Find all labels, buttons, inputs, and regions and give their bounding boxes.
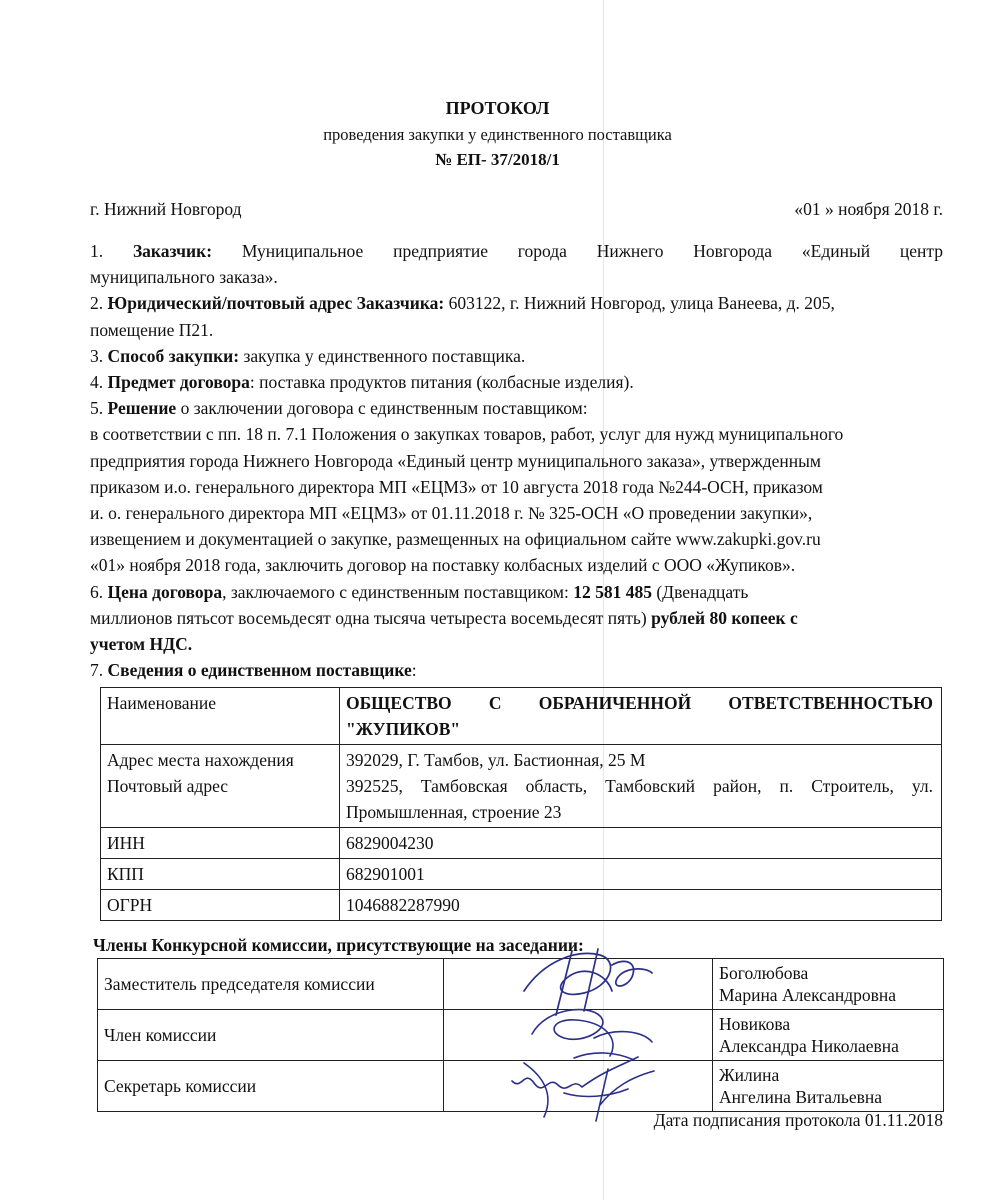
protocol-number: № ЕП- 37/2018/1 — [435, 150, 560, 169]
item-2-line-1 — [90, 290, 943, 316]
member-role: Заместитель председателя комиссии — [98, 959, 444, 1010]
item-6-line-1 — [90, 579, 943, 605]
member-surname: Жилина — [719, 1065, 780, 1085]
item-5 — [90, 395, 943, 421]
item-text: : поставка продуктов питания (колбасные изделия). — [249, 372, 634, 393]
item-number: 2. — [90, 293, 104, 314]
item-5-decision-line: предприятия города Нижнего Новгорода «Единый центр муниципального заказа», утвержденным — [90, 450, 821, 471]
document-subtitle: проведения закупки у единственного поставщика — [323, 125, 672, 144]
item-1-line-1 — [90, 238, 943, 264]
ogrn-value: 1046882287990 — [340, 890, 942, 921]
supplier-name-line: ОБЩЕСТВО С ОБРАНИЧЕННОЙ ОТВЕТСТВЕННОСТЬЮ — [346, 693, 933, 713]
item-label: Юридический/почтовый адрес Заказчика: — [107, 293, 445, 314]
item-text: закупка у единственного поставщика. — [243, 345, 526, 366]
item-label: Заказчик: — [132, 241, 213, 261]
item-label: Цена договора — [107, 581, 223, 602]
city: г. Нижний Новгород — [90, 199, 242, 219]
ogrn-label: ОГРН — [101, 890, 340, 921]
signing-date: Дата подписания протокола 01.11.2018 — [653, 1110, 943, 1130]
protocol-date: «01 » ноября 2018 г. — [794, 199, 943, 219]
table-row — [101, 688, 942, 745]
amount-kopecks: рублей 80 копеек с — [651, 607, 798, 628]
member-name — [713, 1061, 944, 1112]
member-given-name: Марина Александровна — [719, 985, 897, 1005]
supplier-name-line: "ЖУПИКОВ" — [346, 719, 461, 739]
item-text: : — [411, 660, 417, 681]
item-text: о заключении договора с единственным поставщиком: — [180, 398, 588, 419]
member-role: Секретарь комиссии — [98, 1061, 444, 1112]
kpp-value: 682901001 — [340, 859, 942, 890]
item-number: 3. — [90, 345, 104, 366]
commission-table — [97, 958, 944, 1112]
postal-address-line: 392525, Тамбовская область, Тамбовский район, п. Строитель, ул. — [346, 776, 933, 796]
member-given-name: Ангелина Витальевна — [719, 1087, 883, 1107]
item-label: Сведения о единственном поставщике — [107, 660, 412, 681]
member-given-name: Александра Николаевна — [719, 1036, 899, 1056]
document-title: ПРОТОКОЛ — [445, 98, 550, 118]
item-number: 5. — [90, 398, 104, 419]
name-label: Наименование — [101, 688, 340, 745]
postal-label: Почтовый адрес — [107, 776, 229, 796]
table-row — [98, 1061, 944, 1112]
item-5-decision-line: и. о. генерального директора МП «ЕЦМЗ» от 01.11.2018 г. № 325-ОСН «О проведении закупки», — [90, 503, 813, 524]
item-6-line-3: учетом НДС. — [90, 634, 193, 655]
item-7 — [90, 657, 943, 683]
item-label: Решение — [107, 398, 177, 419]
item-2-line-2: помещение П21. — [90, 319, 214, 340]
item-label: Предмет договора — [107, 372, 250, 393]
table-row — [101, 890, 942, 921]
member-surname: Боголюбова — [719, 963, 809, 983]
item-number: 7. — [90, 660, 104, 681]
item-text: 603122, г. Нижний Новгород, улица Ванеева, д. 205, — [448, 293, 835, 314]
member-surname: Новикова — [719, 1014, 791, 1034]
address-labels — [101, 745, 340, 828]
supplier-name — [340, 688, 942, 745]
item-1-line-2: муниципального заказа». — [90, 267, 278, 288]
inn-label: ИНН — [101, 828, 340, 859]
item-label: Способ закупки: — [107, 345, 240, 366]
item-text: , заключаемого с единственным поставщиком: — [222, 581, 569, 602]
supplier-addresses — [340, 745, 942, 828]
member-role: Член комиссии — [98, 1010, 444, 1061]
inn-value: 6829004230 — [340, 828, 942, 859]
item-number: 6. — [90, 581, 104, 602]
supplier-table — [100, 687, 942, 921]
item-5-decision-line: в соответствии с пп. 18 п. 7.1 Положения о закупках товаров, работ, услуг для нужд муниципального — [90, 424, 844, 445]
commission-heading: Члены Конкурсной комиссии, присутствующие на заседании: — [93, 935, 584, 955]
item-number: 1. — [90, 241, 104, 261]
supplier-address: 392029, Г. Тамбов, ул. Бастионная, 25 М — [346, 750, 646, 770]
item-number: 4. — [90, 372, 104, 393]
item-text: Муниципальное предприятие города Нижнего Новгорода «Единый центр — [241, 241, 944, 261]
protocol-body — [90, 238, 943, 683]
item-5-decision-line: извещением и документацией о закупке, размещенных на официальном сайте www.zakupki.gov.ru — [90, 529, 821, 550]
table-row — [101, 859, 942, 890]
signature-cell — [444, 1061, 713, 1112]
item-4 — [90, 369, 943, 395]
member-name — [713, 1010, 944, 1061]
table-row — [101, 828, 942, 859]
item-6-line-2 — [90, 605, 943, 631]
table-row — [101, 745, 942, 828]
item-5-decision-line: приказом и.о. генерального директора МП «ЕЦМЗ» от 10 августа 2018 года №244-ОСН, приказом — [90, 476, 823, 497]
kpp-label: КПП — [101, 859, 340, 890]
member-name — [713, 959, 944, 1010]
table-row — [98, 959, 944, 1010]
item-text: (Двенадцать — [656, 581, 749, 602]
contract-amount: 12 581 485 — [573, 581, 652, 602]
address-label: Адрес места нахождения — [107, 750, 294, 770]
item-3 — [90, 343, 943, 369]
postal-address-line: Промышленная, строение 23 — [346, 802, 562, 822]
item-5-decision-line: «01» ноября 2018 года, заключить договор на поставку колбасных изделий с ООО «Жупиков». — [90, 555, 796, 576]
amount-in-words: миллионов пятьсот восемьдесят одна тысяча четыреста восемьдесят пять) — [90, 607, 647, 628]
signature-3-image — [504, 1047, 674, 1127]
